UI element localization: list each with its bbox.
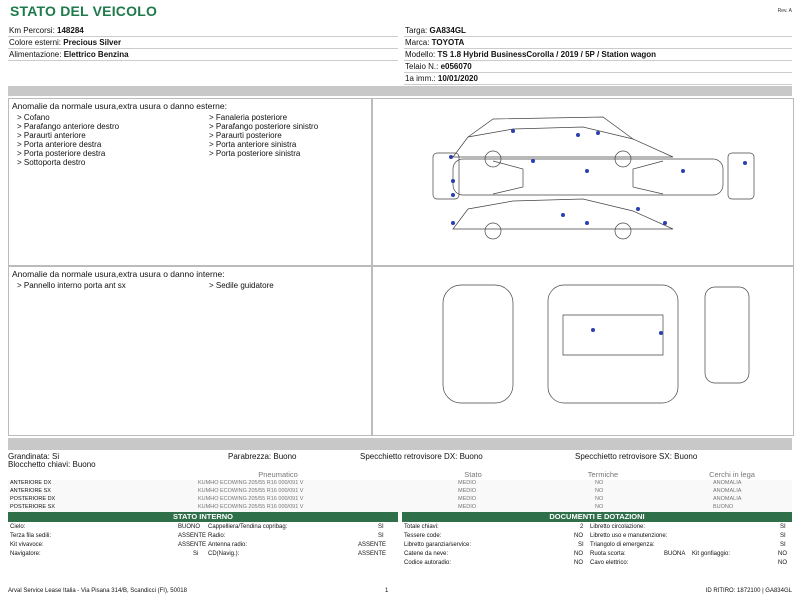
label: Totale chiavi: xyxy=(404,524,439,530)
info-label: Colore esterni: xyxy=(9,38,64,47)
label: Antenna radio: xyxy=(208,542,248,548)
list-item: > Porta anteriore sinistra xyxy=(209,140,297,149)
info-value: TS 1.8 Hybrid BusinessCorolla / 2019 / 5P / Station wagon xyxy=(437,50,657,59)
exterior-car-diagram xyxy=(373,99,793,265)
list-item: > Cofano xyxy=(17,113,50,122)
value: SI xyxy=(780,542,786,548)
info-label: Telaio N.: xyxy=(405,62,441,71)
label: Libretto circolazione: xyxy=(590,524,646,530)
label: Tessere code: xyxy=(404,533,442,539)
tyre-stato: MEDIO xyxy=(458,504,477,510)
value: Si xyxy=(193,551,199,557)
revision-label: Rev. A xyxy=(777,8,792,14)
label: Ruota scorta: xyxy=(590,551,626,557)
value: NO xyxy=(574,551,583,557)
vehicle-info xyxy=(8,25,792,83)
list-item: > Sedile guidatore xyxy=(209,281,274,290)
list-item: > Paraurti posteriore xyxy=(209,131,282,140)
value: ASSENTE xyxy=(178,533,207,539)
stato-interno-panel xyxy=(8,512,398,560)
documenti-title: DOCUMENTI E DOTAZIONI xyxy=(549,512,645,521)
section-divider xyxy=(8,86,792,96)
list-item: > Paraurti anteriore xyxy=(17,131,86,140)
tyre-model: KUMHO ECOWING 205/55 R16 000/091 V xyxy=(198,496,304,502)
info-row xyxy=(8,49,398,61)
tyre-cerchi: BUONO xyxy=(713,504,734,510)
info-label: Modello: xyxy=(405,50,438,59)
value: NO xyxy=(778,551,787,557)
list-item: > Parafango posteriore sinistro xyxy=(209,122,319,131)
table-bg xyxy=(8,480,792,514)
value: ASSENTE xyxy=(358,542,387,548)
tyre-cerchi: ANOMALIA xyxy=(713,496,742,502)
info-label: Marca: xyxy=(405,38,432,47)
tyres-header: Termiche xyxy=(587,470,619,479)
external-damage-list-2 xyxy=(209,113,318,158)
page-title: STATO DEL VEICOLO xyxy=(10,3,158,19)
info-label: Alimentazione: xyxy=(9,50,64,59)
info-label: Km Percorsi: xyxy=(9,26,58,35)
label: Cielo: xyxy=(10,524,26,530)
list-item: > Porta posteriore sinistra xyxy=(209,149,301,158)
info-value: 148284 xyxy=(57,26,84,35)
info-value: TOYOTA xyxy=(431,38,465,47)
info-row xyxy=(404,61,792,73)
info-value: GA834GL xyxy=(429,26,466,35)
tyres-header: Pneumatico xyxy=(258,470,298,479)
blocchetto-label: Blocchetto chiavi: Buono xyxy=(8,460,96,469)
status-bar xyxy=(8,438,792,450)
info-row xyxy=(8,25,398,37)
value: NO xyxy=(574,560,583,566)
external-damage-list-1 xyxy=(17,113,119,167)
value: NO xyxy=(574,533,583,539)
internal-damage-title: Anomalie da normale usura,extra usura o danno interne: xyxy=(12,269,225,279)
tyre-model: KUMHO ECOWING 205/55 R16 000/091 V xyxy=(198,480,304,486)
footer-left: Arval Service Lease Italia - Via Pisana 314/B, Scandicci (FI), 50018 xyxy=(8,588,187,594)
vehicle-info-left xyxy=(8,25,398,61)
vehicle-info-right xyxy=(404,25,792,85)
value: SI xyxy=(780,524,786,530)
external-damage-panel xyxy=(8,98,372,266)
info-value: Precious Silver xyxy=(63,38,122,47)
documenti-panel xyxy=(402,512,792,569)
info-label: Targa: xyxy=(405,26,430,35)
label: Cavo elettrico: xyxy=(590,560,629,566)
label: CD(Navig.): xyxy=(208,551,240,557)
tyre-model: KUMHO ECOWING 205/55 R16 000/091 V xyxy=(198,488,304,494)
label: Triangolo di emergenza: xyxy=(590,542,655,548)
tyre-pos: ANTERIORE SX xyxy=(10,488,51,494)
tyre-stato: MEDIO xyxy=(458,488,477,494)
value: BUONA xyxy=(664,551,686,557)
parabrezza-label: Parabrezza: Buono xyxy=(228,452,297,461)
interior-car-diagram xyxy=(373,267,793,435)
external-diagram-panel xyxy=(372,98,794,266)
label: Libretto garanzia/service: xyxy=(404,542,472,548)
info-row xyxy=(404,37,792,49)
value: SI xyxy=(578,542,584,548)
info-value: Elettrico Benzina xyxy=(63,50,129,59)
value: SI xyxy=(780,533,786,539)
internal-damage-list-1 xyxy=(17,281,126,290)
tyre-termiche: NO xyxy=(595,496,604,502)
tyre-cerchi: ANOMALIA xyxy=(713,488,742,494)
value: NO xyxy=(778,560,787,566)
tyre-termiche: NO xyxy=(595,488,604,494)
label: Terza fila sedili: xyxy=(10,533,52,539)
list-item: > Pannello interno porta ant sx xyxy=(17,281,126,290)
list-item: > Parafango anteriore destro xyxy=(17,122,120,131)
list-item: > Sottoporta destro xyxy=(17,158,86,167)
info-row xyxy=(8,37,398,49)
tyre-termiche: NO xyxy=(595,504,604,510)
tyres-table xyxy=(8,470,792,512)
footer-page: 1 xyxy=(385,588,389,594)
tyre-pos: ANTERIORE DX xyxy=(10,480,52,486)
grandinata-label: Grandinata: Si xyxy=(8,452,60,461)
tyre-pos: POSTERIORE SX xyxy=(10,504,55,510)
internal-diagram-panel xyxy=(372,266,794,436)
value: ASSENTE xyxy=(178,542,207,548)
specchietto-sx-label: Specchietto retrovisore SX: Buono xyxy=(575,452,698,461)
internal-damage-panel xyxy=(8,266,372,436)
tyre-pos: POSTERIORE DX xyxy=(10,496,56,502)
info-value: e056070 xyxy=(440,62,472,71)
value: SI xyxy=(378,524,384,530)
list-item: > Porta posteriore destra xyxy=(17,149,106,158)
info-row xyxy=(404,49,792,61)
tyres-header: Stato xyxy=(464,470,482,479)
internal-damage-list-2 xyxy=(209,281,274,290)
label: Codice autoradio: xyxy=(404,560,452,566)
tyres-header: Cerchi in lega xyxy=(709,470,755,479)
footer-right: ID RITIRO: 1872100 | GA834GL xyxy=(705,588,792,594)
specchietto-dx-label: Specchietto retrovisore DX: Buono xyxy=(360,452,483,461)
label: Libretto uso e manutenzione: xyxy=(590,533,668,539)
value: BUONO xyxy=(178,524,201,530)
label: Navigatore: xyxy=(10,551,41,557)
external-damage-title: Anomalie da normale usura,extra usura o danno esterne: xyxy=(12,101,227,111)
info-row xyxy=(404,73,792,85)
info-row xyxy=(404,25,792,37)
list-item: > Fanaleria posteriore xyxy=(209,113,288,122)
label: Kit vivavoce: xyxy=(10,542,44,548)
list-item: > Porta anteriore destra xyxy=(17,140,102,149)
tyre-termiche: NO xyxy=(595,480,604,486)
label: Catene da neve: xyxy=(404,551,449,557)
value: SI xyxy=(378,533,384,539)
tyre-model: KUMHO ECOWING 205/55 R16 000/091 V xyxy=(198,504,304,510)
value: 2 xyxy=(580,524,584,530)
label: Cappelliera/Tendina copribag: xyxy=(208,524,288,530)
stato-interno-title: STATO INTERNO xyxy=(173,512,233,521)
value: ASSENTE xyxy=(358,551,387,557)
tyre-stato: MEDIO xyxy=(458,496,477,502)
label: Kit gonfiaggio: xyxy=(692,551,731,557)
label: Radio: xyxy=(208,533,226,539)
tyre-stato: MEDIO xyxy=(458,480,477,486)
info-value: 10/01/2020 xyxy=(437,74,478,83)
tyre-cerchi: ANOMALIA xyxy=(713,480,742,486)
info-label: 1a imm.: xyxy=(405,74,438,83)
